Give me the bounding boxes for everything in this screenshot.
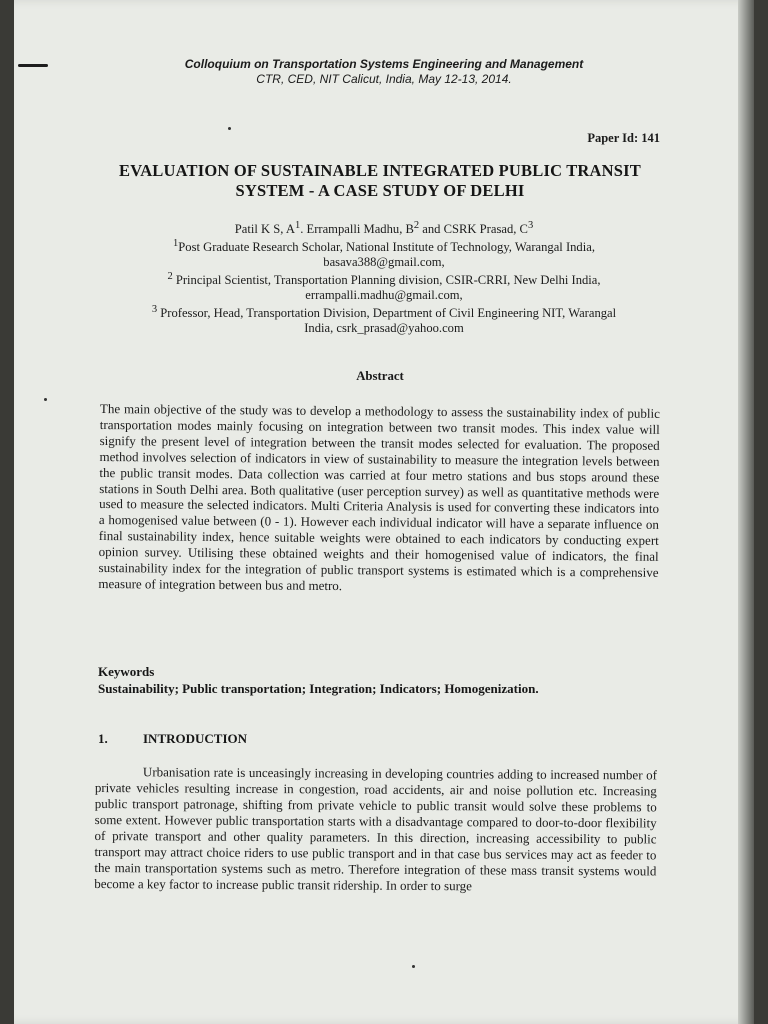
paper-id: Paper Id: 141 — [587, 131, 660, 145]
section-number: 1. — [98, 731, 108, 746]
affiliation-2-email: errampalli.madhu@gmail.com, — [305, 288, 463, 303]
affiliation-1-email: basava388@gmail.com, — [323, 255, 445, 270]
section-heading: INTRODUCTION — [143, 731, 248, 746]
speck-mark — [412, 965, 415, 968]
introduction-body: Urbanisation rate is unceasingly increasing in developing countries adding to increased number of private vehicles resulting increase in congestion, road accidents, air and noise pollution etc. Increasing public transport patronage, shifting from private vehicle to public transit would solve these problems to some extent. However public transportation starts with a disadvantage compared to door-to-door flexibility of private transport and other quality parameters. In this direction, increasing accessibility to public transport may attract choice riders to use public transport and in that case bus services may act as feeder to the main transportation systems such as metro. Therefore integration of these mass transit systems would become a key factor to increase public transit ridership. In order to surge — [94, 764, 657, 893]
author-block — [104, 219, 664, 336]
keywords-heading: Keywords — [98, 664, 155, 679]
conference-name: Colloquium on Transportation Systems Engineering and Management — [184, 57, 584, 71]
author-names: Patil K S, $A^1$. Errampalli Madhu, $B^2$ and CSRK Prasad, $C^3$ — [234, 220, 534, 237]
conference-venue: CTR, CED, NIT Calicut, India, May 12-13, 2014. — [256, 72, 512, 86]
affiliation-1: $^1$Post Graduate Research Scholar, National Institute of Technology, Warangal India, — [173, 238, 595, 255]
abstract-body: The main objective of the study was to develop a methodology to assess the sustainability index of public transportation modes mainly focusing on integration between two transit modes. This index value will signify the present level of integration between the transit modes selected for evaluation. The proposed method involves selection of indicators in view of sustainability to measure the integration levels between the public transit modes. Data collection was carried at four metro stations and bus stops around these stations in South Delhi area. Both qualitative (user perception survey) as well as quantitative methods were used to measure the selected indicators. Multi Criteria Analysis is used for converting these indicators into a homogenised value between (0 - 1). However each individual indicator will have a separate influence on final sustainability index, hence suitable weights were obtained to each indicators by conducting expert opinion survey. Utilising these obtained weights and their homogenised value of indicators, the final sustainability index for the integration of public transport systems is estimated which is a comprehensive measure of integration between bus and metro. — [98, 401, 660, 594]
affiliation-3-email: India, csrk_prasad@yahoo.com — [304, 321, 464, 336]
affiliation-2: $^2$ Principal Scientist, Transportation Planning division, CSIR-CRRI, New Delhi India, — [167, 271, 601, 288]
speck-mark — [44, 398, 47, 401]
affiliation-3: $^3$ Professor, Head, Transportation Division, Department of Civil Engineering NIT, Warangal — [151, 304, 617, 321]
page-edge-shadow — [738, 0, 754, 1024]
keywords-list: Sustainability; Public transportation; Integration; Indicators; Homogenization. — [98, 681, 539, 696]
abstract-heading: Abstract — [356, 369, 404, 383]
speck-mark — [228, 127, 231, 130]
paper-title: EVALUATION OF SUSTAINABLE INTEGRATED PUBLIC TRANSIT SYSTEM - A CASE STUDY OF DELHI — [119, 161, 641, 200]
conference-header — [0, 57, 768, 87]
